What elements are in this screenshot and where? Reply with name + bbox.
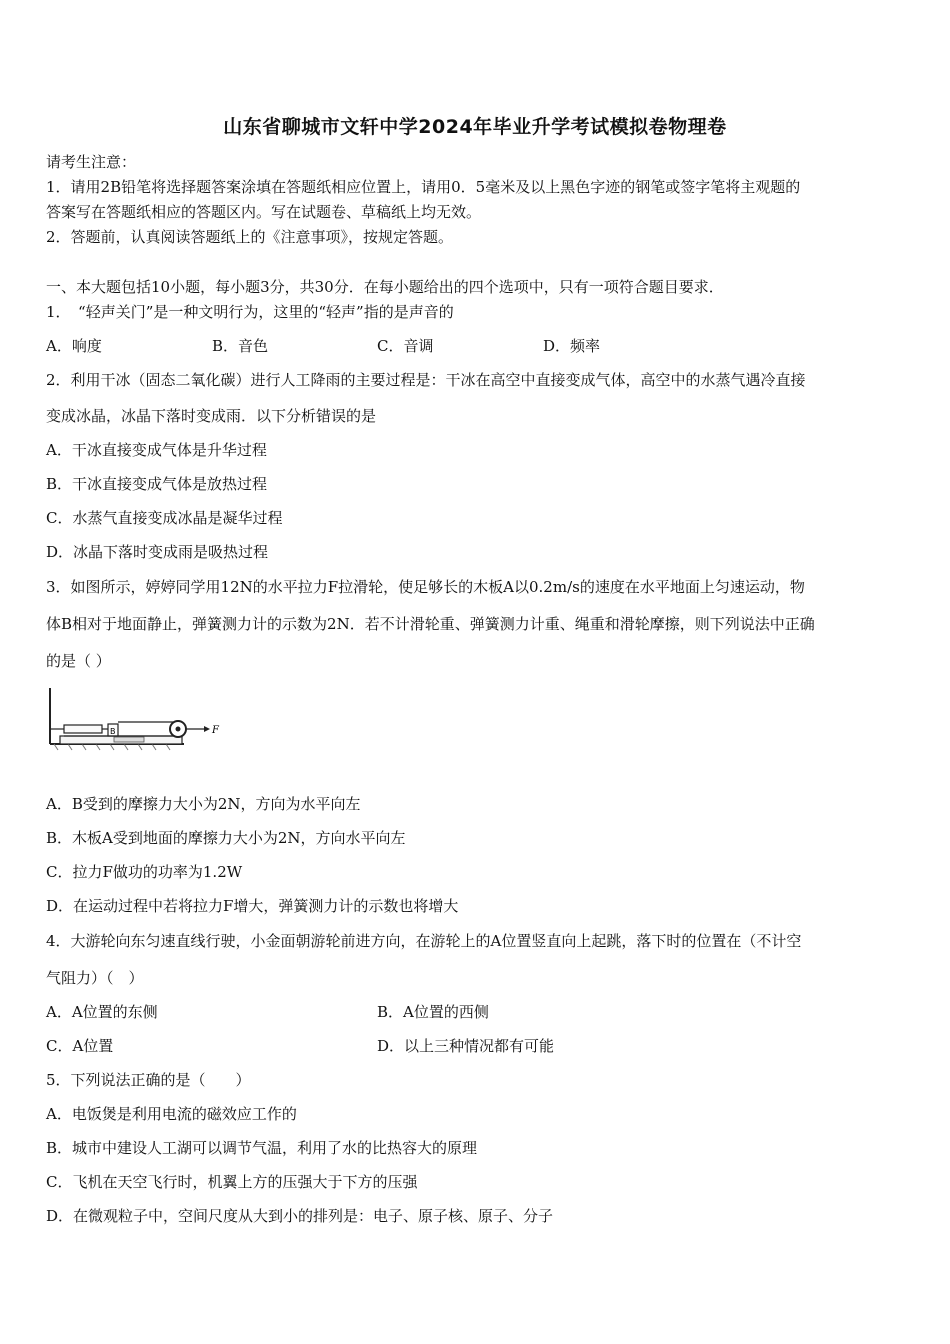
q2-stem-1: 2．利用干冰（固态二氧化碳）进行人工降雨的主要过程是：干冰在高空中直接变成气体，高空中的水蒸气遇冷直接 — [46, 371, 806, 389]
q3-option-c: C．拉力F做功的功率为1.2W — [46, 863, 243, 881]
q4-stem-2: 气阻力）（ ） — [46, 969, 144, 987]
q5-option-b: B．城市中建设人工湖可以调节气温，利用了水的比热容大的原理 — [46, 1139, 478, 1157]
q2-option-b: B．干冰直接变成气体是放热过程 — [46, 475, 268, 493]
spring-scale — [64, 725, 102, 733]
q4-option-c: C．A位置 — [46, 1037, 114, 1055]
q3-option-a: A．B受到的摩擦力大小为2N，方向为水平向左 — [46, 795, 361, 813]
q5-option-c: C．飞机在天空飞行时，机翼上方的压强大于下方的压强 — [46, 1173, 418, 1191]
notice-line-1a: 1．请用2B铅笔将选择题答案涂填在答题纸相应位置上，请用0．5毫米及以上黑色字迹的钢笔或签字笔将主观题的 — [46, 178, 801, 196]
q5-option-d: D．在微观粒子中，空间尺度从大到小的排列是：电子、原子核、原子、分子 — [46, 1207, 554, 1225]
q3-option-d: D．在运动过程中若将拉力F增大，弹簧测力计的示数也将增大 — [46, 897, 459, 915]
q4-option-a: A．A位置的东侧 — [46, 1003, 158, 1021]
q1-option-b: B．音色 — [212, 337, 269, 355]
force-arrow-head — [204, 726, 210, 732]
q1-option-a: A．响度 — [46, 337, 102, 355]
page-title: 山东省聊城市文轩中学2024年毕业升学考试模拟卷物理卷 — [223, 116, 727, 138]
q2-stem-2: 变成冰晶，冰晶下落时变成雨．以下分析错误的是 — [46, 407, 377, 425]
board-a-mark — [114, 737, 144, 742]
q4-stem-1: 4．大游轮向东匀速直线行驶，小金面朝游轮前进方向，在游轮上的A位置竖直向上起跳，落下时的位置在（不计空 — [46, 932, 802, 950]
section-heading: 一、本大题包括10小题，每小题3分，共30分．在每小题给出的四个选项中，只有一项符合题目要求． — [46, 278, 724, 296]
q4-option-d: D．以上三种情况都有可能 — [377, 1037, 555, 1055]
pulley-diagram — [44, 686, 224, 756]
q3-stem-3: 的是（ ） — [46, 652, 111, 670]
q1-option-c: C．音调 — [377, 337, 434, 355]
q1-option-d: D．频率 — [543, 337, 601, 355]
notice-line-1b: 答案写在答题纸相应的答题区内。写在试题卷、草稿纸上均无效。 — [46, 203, 482, 221]
q3-stem-1: 3．如图所示，婷婷同学用12N的水平拉力F拉滑轮，使足够长的木板A以0.2m/s的速度在水平地面上匀速运动，物 — [46, 578, 805, 596]
q5-option-a: A．电饭煲是利用电流的磁效应工作的 — [46, 1105, 297, 1123]
q2-option-c: C．水蒸气直接变成冰晶是凝华过程 — [46, 509, 283, 527]
q5-stem: 5．下列说法正确的是（ ） — [46, 1071, 251, 1089]
q3-option-b: B．木板A受到地面的摩擦力大小为2N，方向水平向左 — [46, 829, 406, 847]
q1-stem: 1． “轻声关门”是一种文明行为，这里的“轻声”指的是声音的 — [46, 303, 454, 321]
notice-heading: 请考生注意： — [46, 153, 137, 171]
pulley-axle — [176, 727, 181, 732]
q2-option-a: A．干冰直接变成气体是升华过程 — [46, 441, 267, 459]
q2-option-d: D．冰晶下落时变成雨是吸热过程 — [46, 543, 269, 561]
q3-stem-2: 体B相对于地面静止，弹簧测力计的示数为2N．若不计滑轮重、弹簧测力计重、绳重和滑轮摩擦，则下列说法中正确 — [46, 615, 815, 633]
q4-option-b: B．A位置的西侧 — [377, 1003, 489, 1021]
force-label: F — [212, 725, 219, 736]
notice-line-2: 2．答题前，认真阅读答题纸上的《注意事项》，按规定答题。 — [46, 228, 454, 246]
block-b-label: B — [110, 727, 116, 736]
